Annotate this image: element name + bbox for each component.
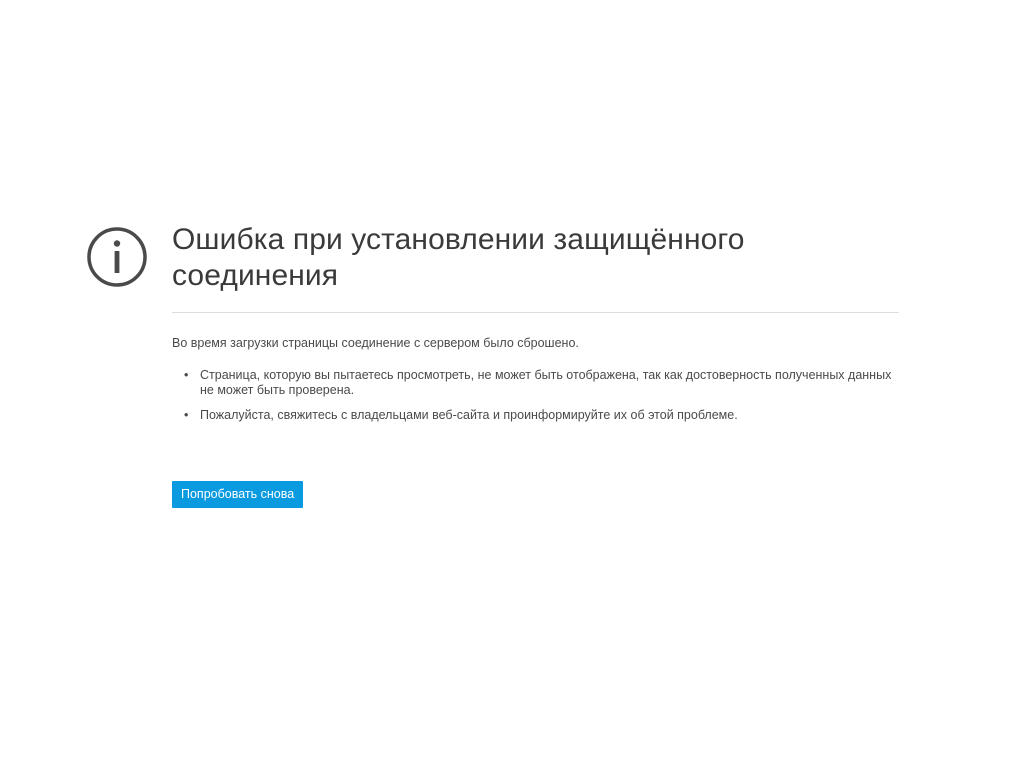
divider bbox=[172, 312, 899, 313]
error-container bbox=[86, 222, 986, 508]
retry-button-container bbox=[172, 481, 899, 508]
error-reason-list bbox=[172, 368, 899, 423]
info-icon bbox=[86, 226, 148, 288]
list-item: • Пожалуйста, свяжитесь с владельцами веб-сайта и проинформируйте их об этой проблеме. bbox=[190, 408, 899, 423]
retry-button[interactable]: Попробовать снова bbox=[172, 481, 303, 508]
error-header bbox=[86, 222, 986, 294]
list-item: • Страница, которую вы пытаетесь просмотреть, не может быть отображена, так как достоверность полученных данных не может быть проверена. bbox=[190, 368, 899, 398]
error-body bbox=[172, 312, 899, 508]
page-title: Ошибка при установлении защищённого соединения bbox=[172, 223, 745, 292]
error-intro-text: Во время загрузки страницы соединение с сервером было сброшено. bbox=[172, 336, 579, 350]
